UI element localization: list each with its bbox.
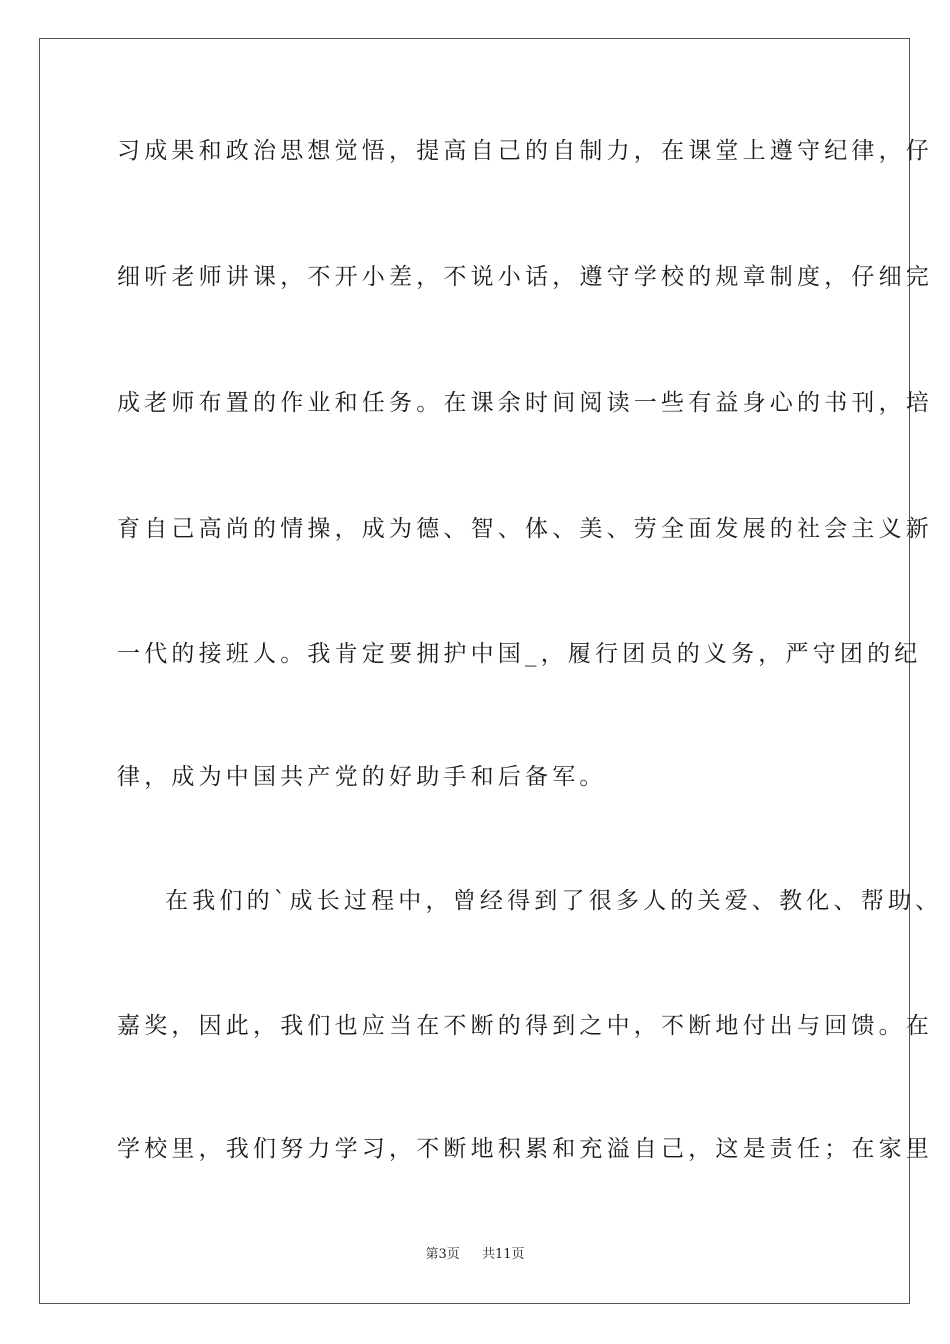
paragraph-line: 一代的接班人。我肯定要拥护中国_，履行团员的义务，严守团的纪 (117, 641, 922, 667)
paragraph-line: 律，成为中国共产党的好助手和后备军。 (117, 764, 607, 790)
paragraph-line: 细听老师讲课，不开小差，不说小话，遵守学校的规章制度，仔细完 (117, 264, 933, 290)
paragraph-line: 成老师布置的作业和任务。在课余时间阅读一些有益身心的书刊，培 (117, 390, 933, 416)
page-number: 第3页 (425, 1247, 460, 1262)
paragraph-line: 育自己高尚的情操，成为德、智、体、美、劳全面发展的社会主义新 (117, 516, 933, 542)
paragraph-line: 嘉奖，因此，我们也应当在不断的得到之中，不断地付出与回馈。在 (117, 1013, 933, 1039)
paragraph-line: 学校里，我们努力学习，不断地积累和充溢自己，这是责任；在家里 (117, 1136, 933, 1162)
total-pages: 共11页 (482, 1247, 525, 1262)
paragraph-line: 习成果和政治思想觉悟，提高自己的自制力，在课堂上遵守纪律，仔 (117, 138, 933, 164)
paragraph-line: 在我们的`成长过程中，曾经得到了很多人的关爱、教化、帮助、 (165, 888, 943, 914)
page-border (39, 38, 943, 1304)
page-footer (0, 1246, 950, 1264)
